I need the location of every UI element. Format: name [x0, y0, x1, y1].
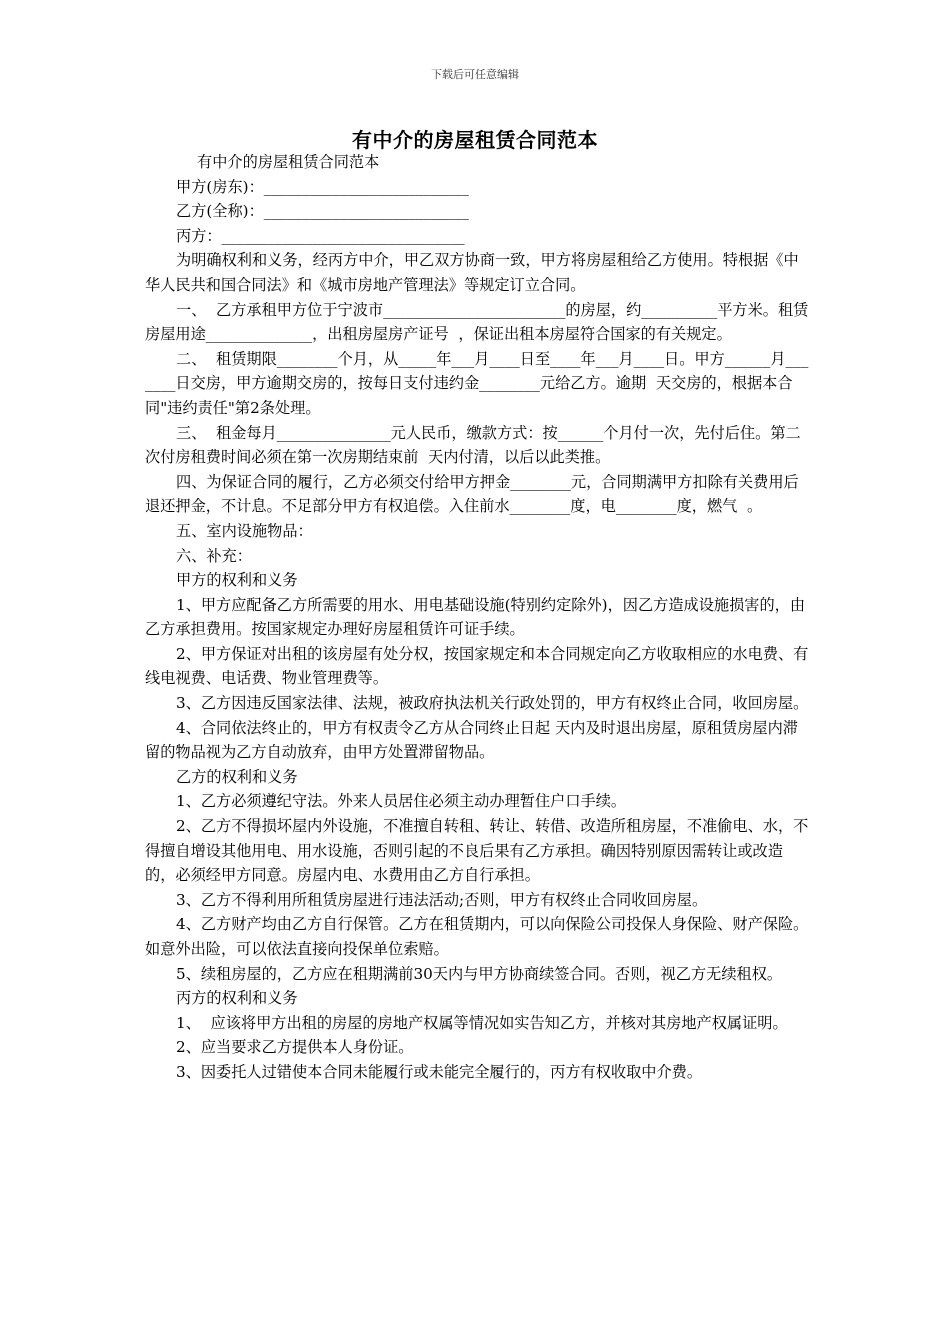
clause-2: 二、 租赁期限________个月，从_____年___月____日至____年___月____日。甲方______月_______日交房，甲方逾期交房的，按每日支付违约金________元给乙方。逾期 天交房的，根据本合同"违约责任"第2条处理。	[145, 349, 809, 417]
section-heading-party-b: 乙方的权利和义务	[176, 767, 298, 786]
clause-5: 五、室内设施物品：	[176, 521, 313, 540]
party-c-item-1: 1、 应该将甲方出租的房屋的房地产权属等情况如实告知乙方，并核对其房地产权属证明。	[176, 1013, 788, 1032]
party-b-item-4: 4、乙方财产均由乙方自行保管。乙方在租赁期内，可以向保险公司投保人身保险、财产保险。如意外出险，可以依法直接向投保单位索赔。	[145, 915, 809, 958]
page-header: 下载后可任意编辑	[431, 68, 519, 81]
party-a-item-3: 3、乙方因违反国家法律、法规，被政府执法机关行政处罚的，甲方有权终止合同，收回房屋。	[176, 694, 809, 713]
party-b-item-2: 2、乙方不得损坏屋内外设施，不准擅自转租、转让、转借、改造所租房屋，不准偷电、水，不得擅自增设其他用电、用水设施，否则引起的不良后果有乙方承担。确因特别原因需转让或改造的，必须经甲方同意。房屋内电、水费用由乙方自行承担。	[145, 817, 809, 885]
party-b-item-3: 3、乙方不得利用所租赁房屋进行违法活动;否则，甲方有权终止合同收回房屋。	[176, 890, 708, 909]
document-title: 有中介的房屋租赁合同范本	[352, 128, 598, 152]
party-b-line: 乙方(全称)：___________________________	[176, 202, 469, 221]
preamble: 为明确权利和义务，经丙方中介，甲乙双方协商一致，甲方将房屋租给乙方使用。特根据《中华人民共和国合同法》和《城市房地产管理法》等规定订立合同。	[145, 251, 799, 294]
party-a-line: 甲方(房东)：___________________________	[176, 177, 469, 196]
party-b-item-1: 1、乙方必须遵纪守法。外来人员居住必须主动办理暂住户口手续。	[176, 792, 627, 811]
document-body	[145, 150, 810, 1085]
party-a-item-1: 1、甲方应配备乙方所需要的用水、用电基础设施(特别约定除外)，因乙方造成设施损害的，由乙方承担费用。按国家规定办理好房屋租赁许可证手续。	[145, 595, 806, 639]
clause-1: 一、 乙方承租甲方位于宁波市________________________的房屋，约__________平方米。租赁房屋用途______________，出租房屋房产证号 ，保证出租本房屋符合国家的有关规定。	[145, 300, 809, 344]
section-heading-party-a: 甲方的权利和义务	[176, 571, 298, 590]
clause-4: 四、为保证合同的履行，乙方必须交付给甲方押金________元，合同期满甲方扣除有关费用后退还押金，不计息。不足部分甲方有权追偿。入住前水________度，电________度，燃气 。	[145, 472, 799, 516]
clause-6: 六、补充：	[176, 546, 252, 565]
subtitle: 有中介的房屋租赁合同范本	[197, 153, 380, 171]
party-c-item-2: 2、应当要求乙方提供本人身份证。	[176, 1038, 414, 1057]
section-heading-party-c: 丙方的权利和义务	[176, 989, 298, 1008]
clause-3: 三、 租金每月_______________元人民币，缴款方式：按______个月付一次，先付后住。第二次付房租费时间必须在第一次房期结束前 天内付清，以后以此类推。	[145, 423, 801, 467]
party-b-item-5: 5、续租房屋的，乙方应在租期满前30天内与甲方协商续签合同。否则，视乙方无续租权。	[176, 964, 783, 983]
party-c-item-3: 3、因委托人过错使本合同未能履行或未能完全履行的，丙方有权收取中介费。	[176, 1062, 703, 1081]
party-a-item-2: 2、甲方保证对出租的该房屋有处分权，按国家规定和本合同规定向乙方收取相应的水电费、有线电视费、电话费、物业管理费等。	[145, 644, 809, 688]
party-c-line: 丙方：________________________________	[176, 226, 465, 245]
party-a-item-4: 4、合同依法终止的，甲方有权责令乙方从合同终止日起 天内及时退出房屋，原租赁房屋内滞留的物品视为乙方自动放弃，由甲方处置滞留物品。	[145, 718, 798, 762]
